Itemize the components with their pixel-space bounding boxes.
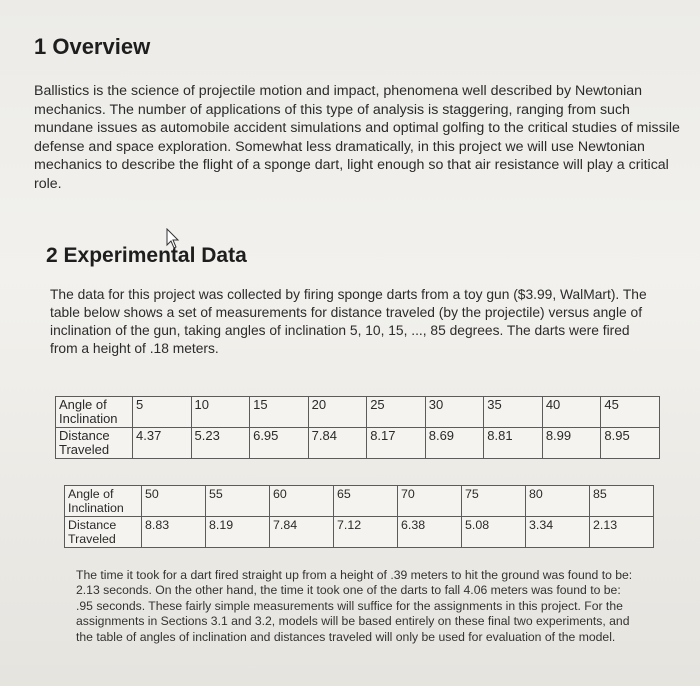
table-cell: 75 [462,486,526,517]
table-cell: 65 [334,486,398,517]
table-cell: 35 [484,397,543,428]
table-cell: 3.34 [526,517,590,548]
distance-label-cell: Distance Traveled [65,517,142,548]
table-cell: 30 [425,397,484,428]
table-cell: 8.69 [425,428,484,459]
table-cell: 6.95 [250,428,309,459]
table-cell: 5.23 [191,428,250,459]
distance-label-cell: Distance Traveled [56,428,133,459]
data-table-1 [55,396,660,459]
table-cell: 15 [250,397,309,428]
table-cell: 50 [142,486,206,517]
table-cell: 8.95 [601,428,660,459]
angle-label-cell: Angle of Inclination [56,397,133,428]
table-cell: 40 [542,397,601,428]
table-cell: 60 [270,486,334,517]
table-cell: 8.19 [206,517,270,548]
table-cell: 85 [590,486,654,517]
table-row [65,517,654,548]
table-cell: 6.38 [398,517,462,548]
closing-paragraph: The time it took for a dart fired straight up from a height of .39 meters to hit the ground was found to be: 2.13 seconds. On the other hand, the time it took one of the darts to fall 4.06 meters was found to be: .95 seconds. These fairly simple measurements will suffice for the assignments in this project. For the assignments in Sections 3.1 and 3.2, models will be based entirely on these final two experiments, and the table of angles of inclination and distances traveled will only be used for evaluation of the model. [76,568,633,644]
table-row [65,486,654,517]
table-cell: 4.37 [133,428,192,459]
overview-paragraph: Ballistics is the science of projectile motion and impact, phenomena well described by Newtonian mechanics. The number of applications of this type of analysis is staggering, ranging from such mundane issues as automobile accident simulations and optimal golfing to the critical studies of missile defense and space exploration. Somewhat less dramatically, in this project we will use Newtonian mechanics to describe the flight of a sponge dart, light enough so that air resistance will play a critical role. [34,83,680,192]
table-cell: 8.17 [367,428,426,459]
table-cell: 2.13 [590,517,654,548]
table-cell: 55 [206,486,270,517]
table-cell: 5.08 [462,517,526,548]
table-cell: 25 [367,397,426,428]
table-cell: 80 [526,486,590,517]
experimental-data-paragraph: The data for this project was collected by firing sponge darts from a toy gun ($3.99, WalMart). The table below shows a set of measurements for distance traveled (by the projectile) versus angle of inclination of the gun, taking angles of inclination 5, 10, 15, ..., 85 degrees. The darts were fired from a height of .18 meters. [50,287,647,356]
table-row [56,397,660,428]
table-cell: 7.84 [308,428,367,459]
data-table-2 [64,485,654,548]
table-cell: 7.84 [270,517,334,548]
table-row [56,428,660,459]
table-cell: 70 [398,486,462,517]
table-cell: 45 [601,397,660,428]
table-cell: 20 [308,397,367,428]
table-cell: 8.83 [142,517,206,548]
table-cell: 8.99 [542,428,601,459]
table-cell: 10 [191,397,250,428]
table-cell: 5 [133,397,192,428]
table-cell: 7.12 [334,517,398,548]
experimental-data-heading: 2 Experimental Data [46,244,247,267]
table-cell: 8.81 [484,428,543,459]
overview-heading: 1 Overview [34,34,151,59]
angle-label-cell: Angle of Inclination [65,486,142,517]
